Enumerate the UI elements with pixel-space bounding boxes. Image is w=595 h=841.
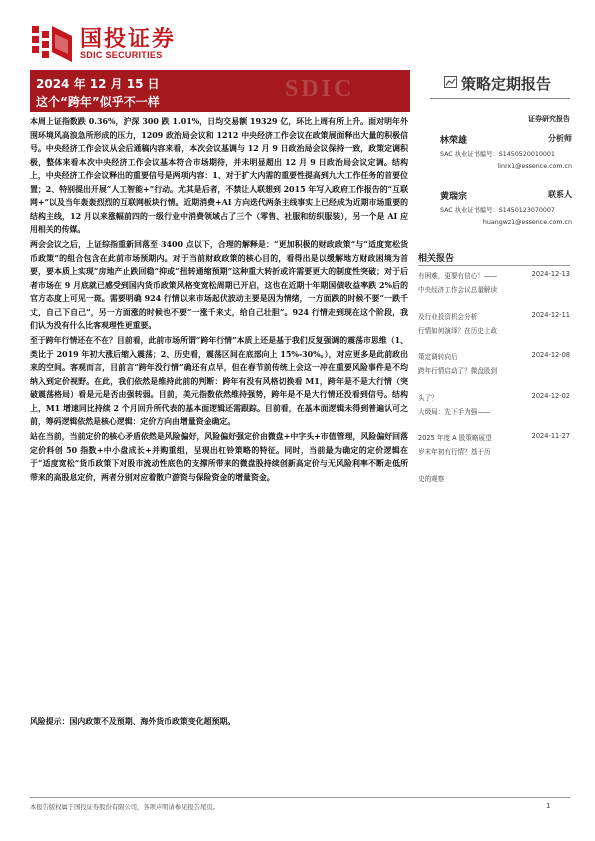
related-report-date: 2024-12-08 <box>531 351 570 359</box>
analyst-cert: SAC 执业证书编号：S1450520010001 <box>440 151 555 158</box>
report-type <box>444 72 570 94</box>
related-report-item[interactable] <box>418 270 570 311</box>
logo-mark-icon <box>30 24 74 64</box>
related-report-date: 2024-12-11 <box>531 310 570 319</box>
related-report-text: 策定调转向后 <box>418 353 458 361</box>
related-report-text: 跨年行情启动了？微盘股到 <box>418 367 498 375</box>
page-number: 1 <box>546 802 551 810</box>
analyst-email[interactable]: huangwz1@essence.com.cn <box>482 219 572 226</box>
related-report-text: 行情如何演绎？在历史上政 <box>418 326 498 335</box>
risk-warning: 风险提示：国内政策不及预期、海外货币政策变化超预期。 <box>30 717 236 726</box>
related-reports-divider <box>418 265 570 266</box>
logo-name-en: SDIC SECURITIES <box>80 50 163 60</box>
related-report-text: 有困难，更要有信心！—— <box>418 272 498 280</box>
analyst-role: 分析师 <box>548 134 572 143</box>
related-report-text: 头了？ <box>418 393 438 402</box>
related-report-item[interactable] <box>418 392 570 433</box>
report-type-divider <box>430 98 570 99</box>
report-title: 这个“跨年”似乎不一样 <box>36 95 160 109</box>
related-report-text: 岁末年初有行情？基于历 <box>418 448 491 456</box>
related-report-text: 2025 年度 A 股策略展望 <box>418 434 492 442</box>
analyst-email[interactable]: linrx1@essence.com.cn <box>497 163 572 170</box>
related-report-text: 史的观察 <box>418 474 445 483</box>
analyst-name: 林荣雄 <box>440 136 468 146</box>
related-report-date: 2024-12-13 <box>531 270 570 278</box>
related-report-item[interactable] <box>418 473 570 514</box>
related-report-date: 2024-12-02 <box>531 391 570 400</box>
department-label: 证券研究报告 <box>528 115 570 123</box>
related-reports-list <box>418 270 570 513</box>
body-paragraph: 两会会议之后，上证综指重新回落至 3400 点以下，合理的解释是：“更加积极的财政政策”与“适度宽松货币政策”的组合包含在此前市场预期内。对于当前财政政策的核心目的，看得出是以缓解地方财政困境为首要，要本质上实现“房地产止跌回稳”抑或“扭转通缩预期”这种重大转折或许需要更大的制度性突破；对于后者市场在 9 月底就已感受到国内货币政策风格变宽松周期已开启，这也在近期十年期国债收益率跌 2%后的官方态度上可见一斑。需要明确 924 行情以来市场起伏波动主要是因为情绪，一方面跌的时候不要“一跌千丈，自己下自己”，另一方面涨的时候也不要“一涨千来丈，给自己壮胆”。924 行情走到现在这个阶段，我们认为没有什么比客观理性更重要。 <box>30 240 408 330</box>
related-report-item[interactable] <box>418 311 570 352</box>
title-banner <box>30 70 410 112</box>
chart-icon <box>444 76 457 88</box>
logo-name-cn: 国投证券 <box>80 27 177 52</box>
related-report-item[interactable] <box>418 351 570 392</box>
body-paragraph: 至于跨年行情还在不在？目前看，此前市场所谓“跨年行情”本质上还是基于我们反复强调的震荡市思维（1、类比于 2019 年初大涨后缩入震荡；2、历史看，震荡区间在底部向上 15%-30%。），对应更多是此前政出来的空间。客观而言，目前言“跨年没行情”确还有点早，但在春节前传统上会这一冲在重要风险事件是不均纳入到定价视野。在此，我们依然是维持此前的判断：跨年有没有风格切换看 M1，跨年是不是大行情（突破震荡格局）看是元是否由强转弱。目前，美元指数依然维持强势，跨年是不是大行情还没看到信号。结构上，M1 增速同比持续 2 个月回升所代表的基本面逻辑还需跟踪。目前看，在基本面逻辑未得到普遍认可之前，筹码逻辑依然是核心逻辑：定价方向由增量资金确定。 <box>30 336 408 426</box>
footer-divider <box>30 797 570 798</box>
banner-watermark: SDIC <box>285 76 355 102</box>
report-type-label: 策略定期报告 <box>461 75 552 93</box>
related-report-text: 大级局：先下手为强—— <box>418 407 491 416</box>
body-paragraph: 站在当前，当前定价的核心矛盾依然是风险偏好，风险偏好强定价由微盘+中字头+市值管理，风险偏好回落定价科创 50 指数+中小盘成长+并购重组，呈现出杠铃策略的特征。同时，当前最为确定的定价逻辑在于“适度宽松”货币政策下对股市流动性底色的支撑所带来的微盘股持续创新高定价与无风险利率不断走低所带来的高股息定价，两者分别对应着散户游资与保险资金的增量资金。 <box>30 432 408 482</box>
analyst-role: 联系人 <box>548 190 572 199</box>
related-report-text: 及行业投资机会分析 <box>418 312 478 321</box>
related-report-item[interactable] <box>418 432 570 473</box>
report-body <box>30 115 408 486</box>
body-paragraph: 本周上证指数跌 0.36%，沪深 300 跌 1.01%，日均交易额 19329 亿，环比上周有所上升。面对明年外围环境风高浪急所形成的压力，1209 政治局会议和 1212 中央经济工作会议在政策展面释出大量的积极信号。中央经济工作会议从会后通稿内容来看，本次会议基调与 12 月 9 日政治局会议保持一致，政策定调积极，整体来看本次中央经济工作会议基本符合市场期待，并未明显超出 12 月 9 日政治局会议定调。结构上，中央经济工作会议释出的重要信号是两项内容：1、对于扩大内需的重要性提高到九大工作任务的首要位置；2、特别提出开展“人工智能+”行动。尤其是后者，不禁让人联想到 2015 年写入政府工作报告的“互联网+”以及当年轰轰烈烈的互联网板块行情。近期消费+AI 方向迭代两条主线事实上已经成为近期市场重要的结构主线，12 月以来涨幅前四的一级行业中消费领域占了三个（零售、社服和纺织服装），另一个是 AI 应用相关的传媒。 <box>30 117 408 234</box>
related-report-text: 中央经济工作会议总量解读 <box>418 286 498 294</box>
analyst-cert: SAC 执业证书编号：S1450123070007 <box>440 207 555 214</box>
report-date: 2024 年 12 月 15 日 <box>36 77 160 91</box>
related-reports-title: 相关报告 <box>418 254 455 264</box>
analyst-name: 黄瑞宗 <box>440 192 468 202</box>
company-logo <box>30 22 200 68</box>
related-report-date: 2024-11-27 <box>531 432 570 440</box>
footer-disclaimer: 本报告版权属于国投证券股份有限公司，各项声明请参见报告尾页。 <box>30 804 219 811</box>
